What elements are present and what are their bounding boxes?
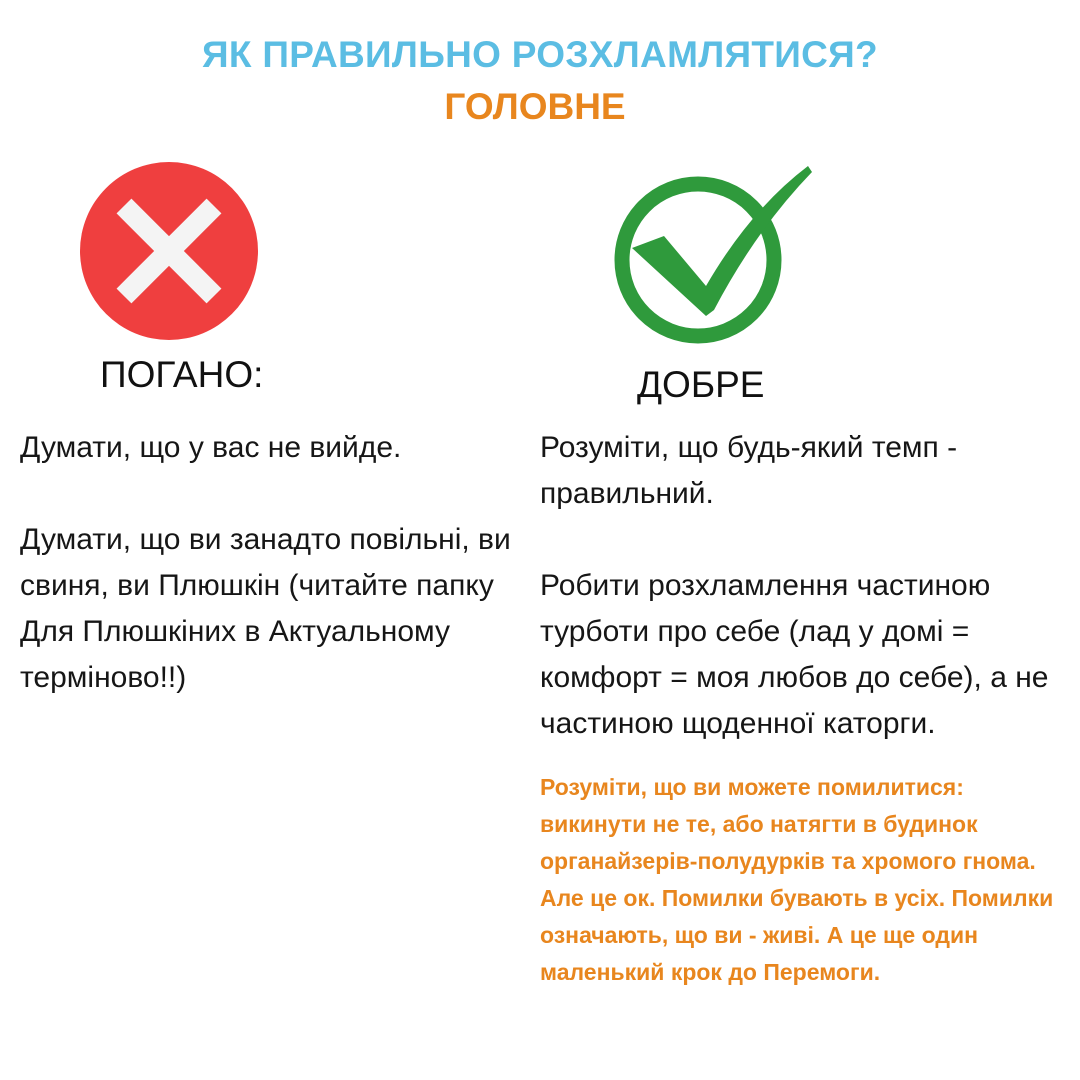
page-subtitle: ГОЛОВНЕ bbox=[444, 86, 626, 127]
bad-heading: ПОГАНО: bbox=[100, 354, 264, 395]
good-paragraph: Розуміти, що будь-який темп - правильний. bbox=[540, 431, 958, 510]
red-x-circle-icon bbox=[78, 160, 260, 342]
good-heading: ДОБРЕ bbox=[637, 364, 765, 405]
bad-paragraph: Думати, що ви занадто повільні, ви свиня, ви Плюшкін (читайте папку Для Плюшкіних в Актуальному терміново!!) bbox=[20, 523, 511, 694]
bad-list bbox=[20, 425, 520, 701]
page-title: ЯК ПРАВИЛЬНО РОЗХЛАМЛЯТИСЯ? bbox=[202, 34, 878, 75]
good-list bbox=[540, 425, 1070, 747]
green-check-circle-icon bbox=[610, 160, 815, 350]
good-paragraph: Робити розхламлення частиною турботи про себе (лад у домі = комфорт = моя любов до себе), а не частиною щоденної каторги. bbox=[540, 569, 1049, 740]
highlight-note: Розуміти, що ви можете помилитися: викинути не те, або натягти в будинок органайзерів-полудурків та хромого гнома. Але це ок. Помилки бувають в усіх. Помилки означають, що ви - живі. А це ще один маленький крок до Перемоги. bbox=[540, 774, 1054, 985]
bad-paragraph: Думати, що у вас не вийде. bbox=[20, 431, 402, 464]
